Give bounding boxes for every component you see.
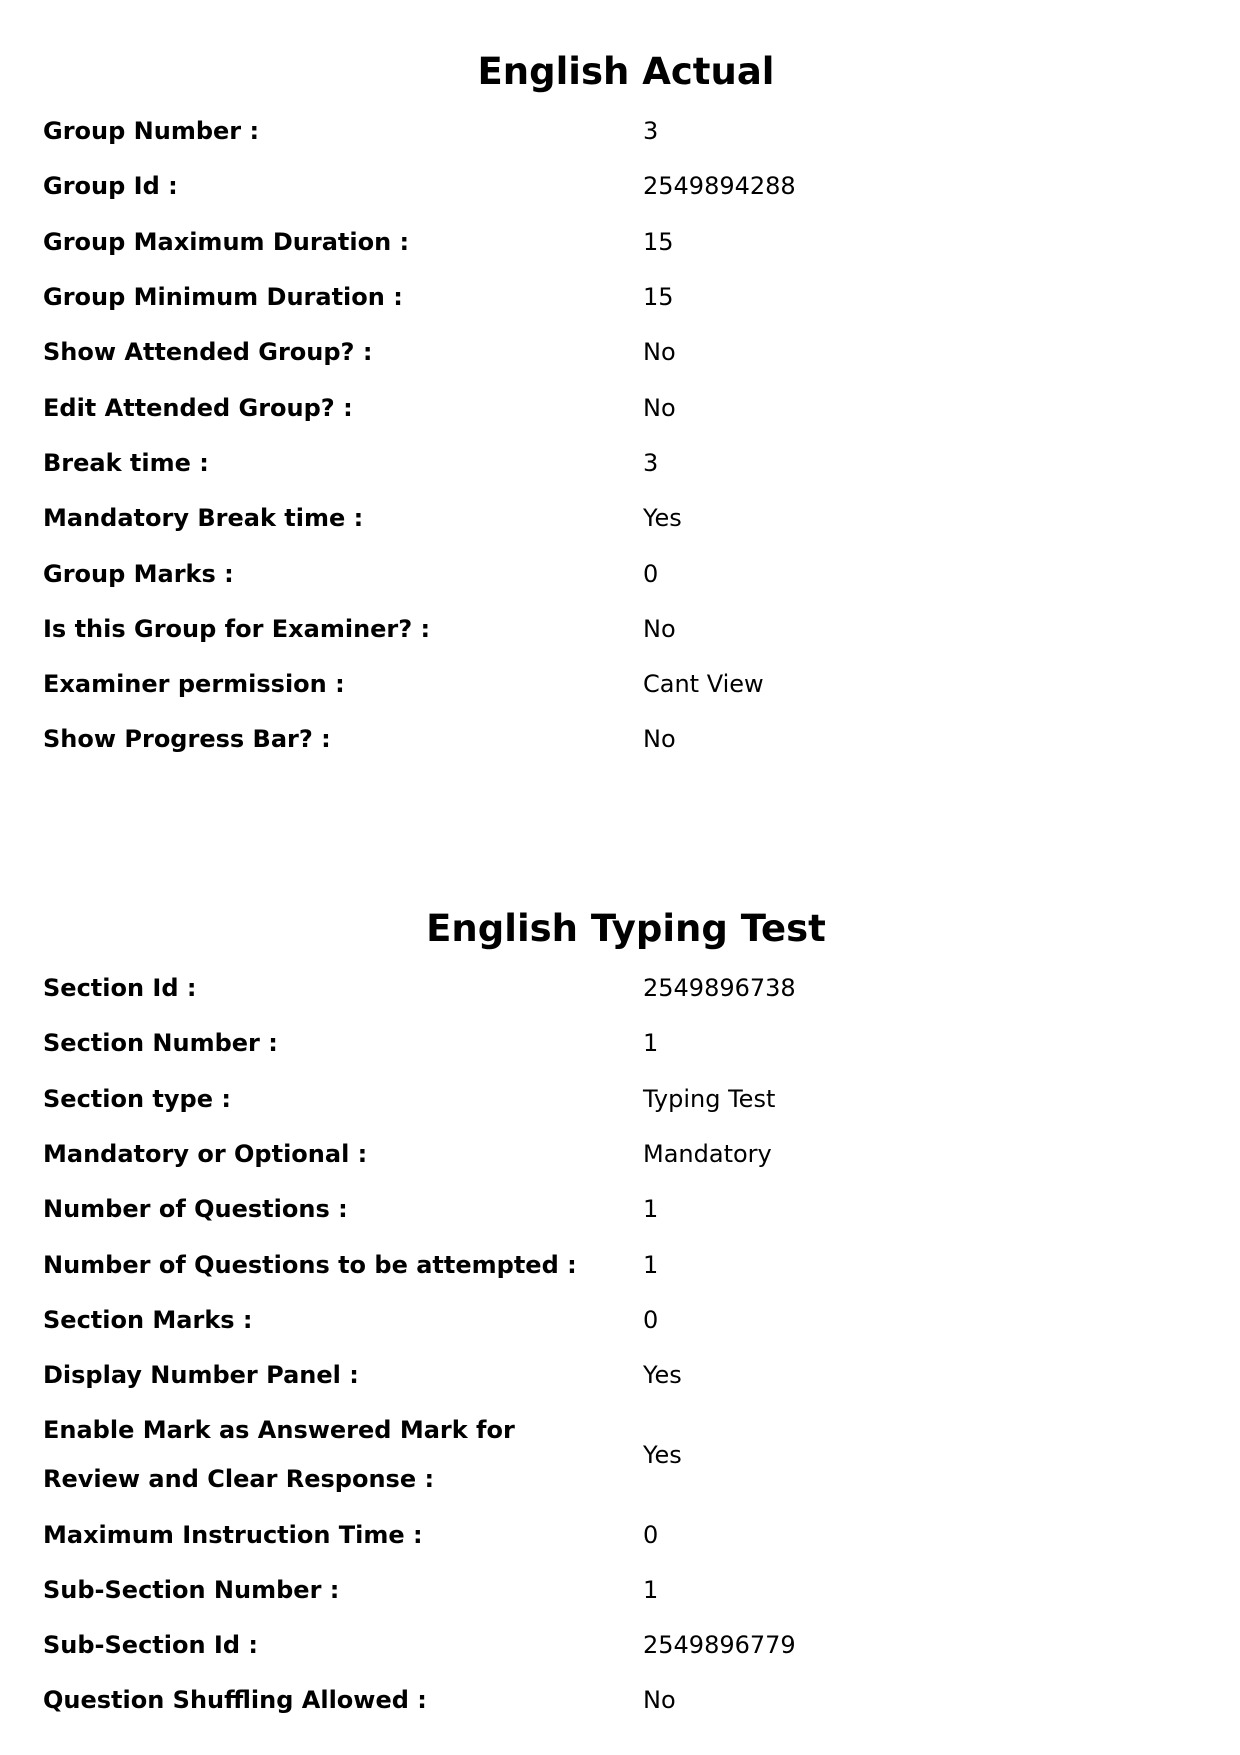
detail-row	[0, 436, 1240, 491]
detail-label: Mandatory or Optional :	[43, 1140, 368, 1169]
section-details-table	[0, 961, 1240, 1729]
detail-label: Enable Mark as Answered Mark for Review and Clear Response :	[43, 1416, 515, 1494]
detail-row	[0, 1403, 1240, 1507]
group-details-section	[0, 40, 1240, 768]
detail-row	[0, 712, 1240, 767]
detail-value: No	[643, 614, 676, 643]
detail-label: Group Minimum Duration :	[43, 283, 403, 312]
detail-row	[0, 657, 1240, 712]
detail-row	[0, 1618, 1240, 1673]
detail-value: 0	[643, 559, 659, 588]
detail-label: Show Progress Bar? :	[43, 725, 331, 754]
detail-value: 1	[643, 1250, 659, 1279]
detail-row	[0, 1237, 1240, 1292]
detail-row	[0, 1016, 1240, 1071]
detail-row	[0, 1293, 1240, 1348]
detail-value: No	[643, 338, 676, 367]
detail-value: 2549896738	[643, 974, 796, 1003]
detail-row	[0, 1182, 1240, 1237]
detail-label: Number of Questions to be attempted :	[43, 1250, 577, 1279]
detail-row	[0, 491, 1240, 546]
detail-value: Yes	[643, 504, 682, 533]
detail-row	[0, 602, 1240, 657]
detail-value: Yes	[643, 1440, 682, 1469]
detail-label: Display Number Panel :	[43, 1361, 359, 1390]
section-title: English Typing Test	[426, 907, 826, 950]
detail-row	[0, 215, 1240, 270]
detail-row	[0, 270, 1240, 325]
detail-value: 1	[643, 1029, 659, 1058]
detail-value: 0	[643, 1520, 659, 1549]
detail-value: No	[643, 725, 676, 754]
group-details-table	[0, 104, 1240, 768]
detail-label: Break time :	[43, 448, 209, 477]
detail-label: Section Number :	[43, 1029, 278, 1058]
detail-row	[0, 961, 1240, 1016]
detail-value: 3	[643, 117, 659, 146]
detail-label: Edit Attended Group? :	[43, 393, 353, 422]
detail-label: Group Maximum Duration :	[43, 227, 410, 256]
detail-value: Mandatory	[643, 1140, 772, 1169]
detail-label: Group Number :	[43, 117, 260, 146]
detail-row	[0, 104, 1240, 159]
detail-label: Section Marks :	[43, 1305, 253, 1334]
typing-test-section	[0, 897, 1240, 1729]
detail-label: Group Marks :	[43, 559, 234, 588]
detail-value: 15	[643, 227, 674, 256]
detail-label: Number of Questions :	[43, 1195, 348, 1224]
detail-row	[0, 325, 1240, 380]
detail-value: Typing Test	[643, 1084, 776, 1113]
detail-value: 15	[643, 283, 674, 312]
detail-value: No	[643, 1686, 676, 1715]
detail-row	[0, 1563, 1240, 1618]
detail-row	[0, 1127, 1240, 1182]
detail-row	[0, 546, 1240, 601]
detail-label: Section type :	[43, 1084, 231, 1113]
detail-value: Cant View	[643, 670, 764, 699]
detail-row	[0, 1072, 1240, 1127]
detail-label: Mandatory Break time :	[43, 504, 364, 533]
detail-value: 3	[643, 448, 659, 477]
detail-label: Maximum Instruction Time :	[43, 1520, 423, 1549]
group-title: English Actual	[477, 50, 775, 93]
detail-row	[0, 1673, 1240, 1728]
detail-value: 1	[643, 1575, 659, 1604]
detail-label: Question Shuffling Allowed :	[43, 1686, 427, 1715]
detail-label: Is this Group for Examiner? :	[43, 614, 431, 643]
detail-label: Sub-Section Id :	[43, 1631, 258, 1660]
detail-value: Yes	[643, 1361, 682, 1390]
detail-row	[0, 1507, 1240, 1562]
detail-value: 2549896779	[643, 1631, 796, 1660]
detail-value: No	[643, 393, 676, 422]
detail-label: Group Id :	[43, 172, 178, 201]
detail-label: Sub-Section Number :	[43, 1575, 340, 1604]
detail-row	[0, 1348, 1240, 1403]
detail-label: Show Attended Group? :	[43, 338, 373, 367]
detail-label: Section Id :	[43, 974, 197, 1003]
detail-row	[0, 159, 1240, 214]
detail-value: 0	[643, 1305, 659, 1334]
detail-value: 2549894288	[643, 172, 796, 201]
detail-label: Examiner permission :	[43, 670, 345, 699]
detail-value: 1	[643, 1195, 659, 1224]
detail-row	[0, 380, 1240, 435]
